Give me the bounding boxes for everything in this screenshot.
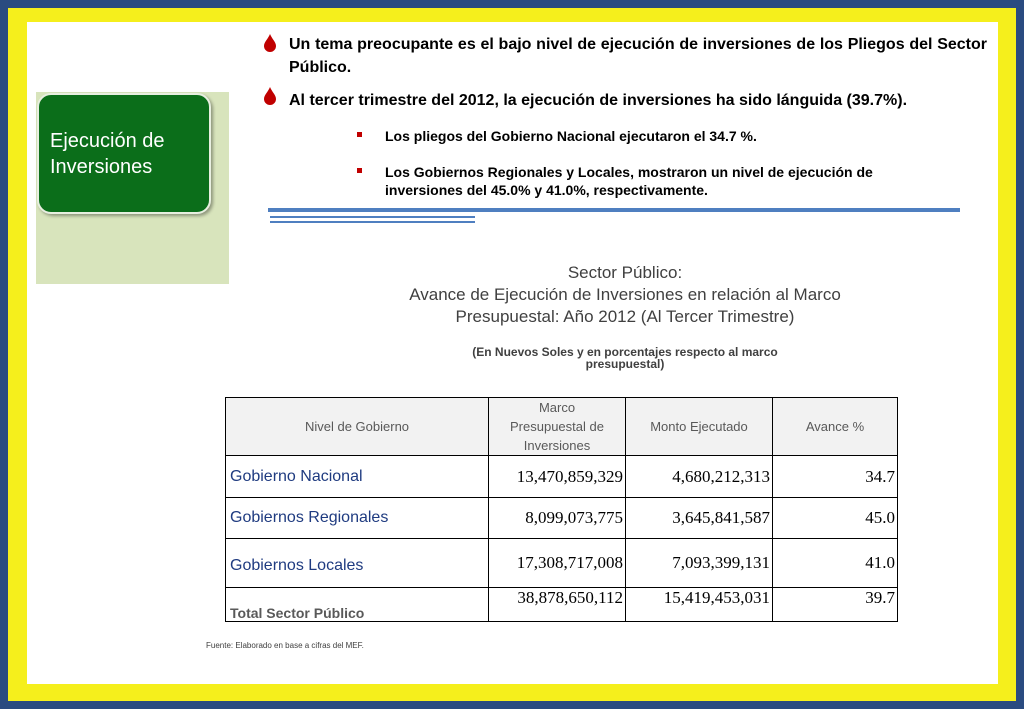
bullet-2: Al tercer trimestre del 2012, la ejecución de inversiones ha sido lánguida (39.7%). [289,92,908,109]
row-nivel: Gobierno Nacional [226,456,489,498]
row-nivel: Total Sector Público [226,588,489,622]
row-avance: 45.0 [773,498,898,539]
section-label-box [37,93,211,214]
square-bullet-icon [357,168,362,173]
table-row [226,498,898,539]
header-marco-line: Presupuestal de [510,419,604,434]
table-title-line-3: Presupuestal: Año 2012 (Al Tercer Trimestre) [455,307,795,326]
source-note: Fuente: Elaborado en base a cifras del MEF. [206,641,364,650]
table-row [226,456,898,498]
bullet-1: Un tema preocupante es el bajo nivel de ejecución de inversiones de los Pliegos del Sector Público. [289,36,987,76]
row-marco: 13,470,859,329 [489,456,626,498]
row-marco: 38,878,650,112 [489,588,626,622]
drop-bullet-icon [263,34,277,52]
row-monto: 15,419,453,031 [626,588,773,622]
table-header-row [226,398,898,456]
divider-line-short [270,216,475,218]
header-monto: Monto Ejecutado [626,398,773,456]
header-nivel: Nivel de Gobierno [226,398,489,456]
row-monto: 7,093,399,131 [626,539,773,588]
row-marco: 17,308,717,008 [489,539,626,588]
row-nivel: Gobiernos Locales [226,539,489,588]
divider-line-short [270,221,475,223]
header-marco-line: Marco [538,400,576,415]
row-monto: 3,645,841,587 [626,498,773,539]
row-avance: 34.7 [773,456,898,498]
row-avance: 39.7 [773,588,898,622]
header-marco-line: Inversiones [523,438,591,453]
investment-table [225,397,898,622]
sub-bullet-1: Los pliegos del Gobierno Nacional ejecutaron el 34.7 %. [385,128,757,144]
square-bullet-icon [357,132,362,137]
drop-bullet-icon [263,87,277,105]
header-marco [489,398,626,456]
table-subtitle-line-2: presupuestal) [585,357,665,371]
row-nivel: Gobiernos Regionales [226,498,489,539]
table-title-line-2: Avance de Ejecución de Inversiones en relación al Marco [409,285,841,304]
row-monto: 4,680,212,313 [626,456,773,498]
table-title-line-1: Sector Público: [567,263,683,282]
table-subtitle-line-1: (En Nuevos Soles y en porcentajes respecto al marco [472,345,778,359]
table-row-total [226,588,898,622]
row-marco: 8,099,073,775 [489,498,626,539]
row-avance: 41.0 [773,539,898,588]
header-avance: Avance % [773,398,898,456]
section-label: Ejecución de Inversiones [50,130,165,178]
divider-line [268,208,960,212]
table-row [226,539,898,588]
sub-bullet-2: Los Gobiernos Regionales y Locales, mostraron un nivel de ejecución de inversiones del 45.0% y 41.0%, respectivamente. [385,164,873,198]
